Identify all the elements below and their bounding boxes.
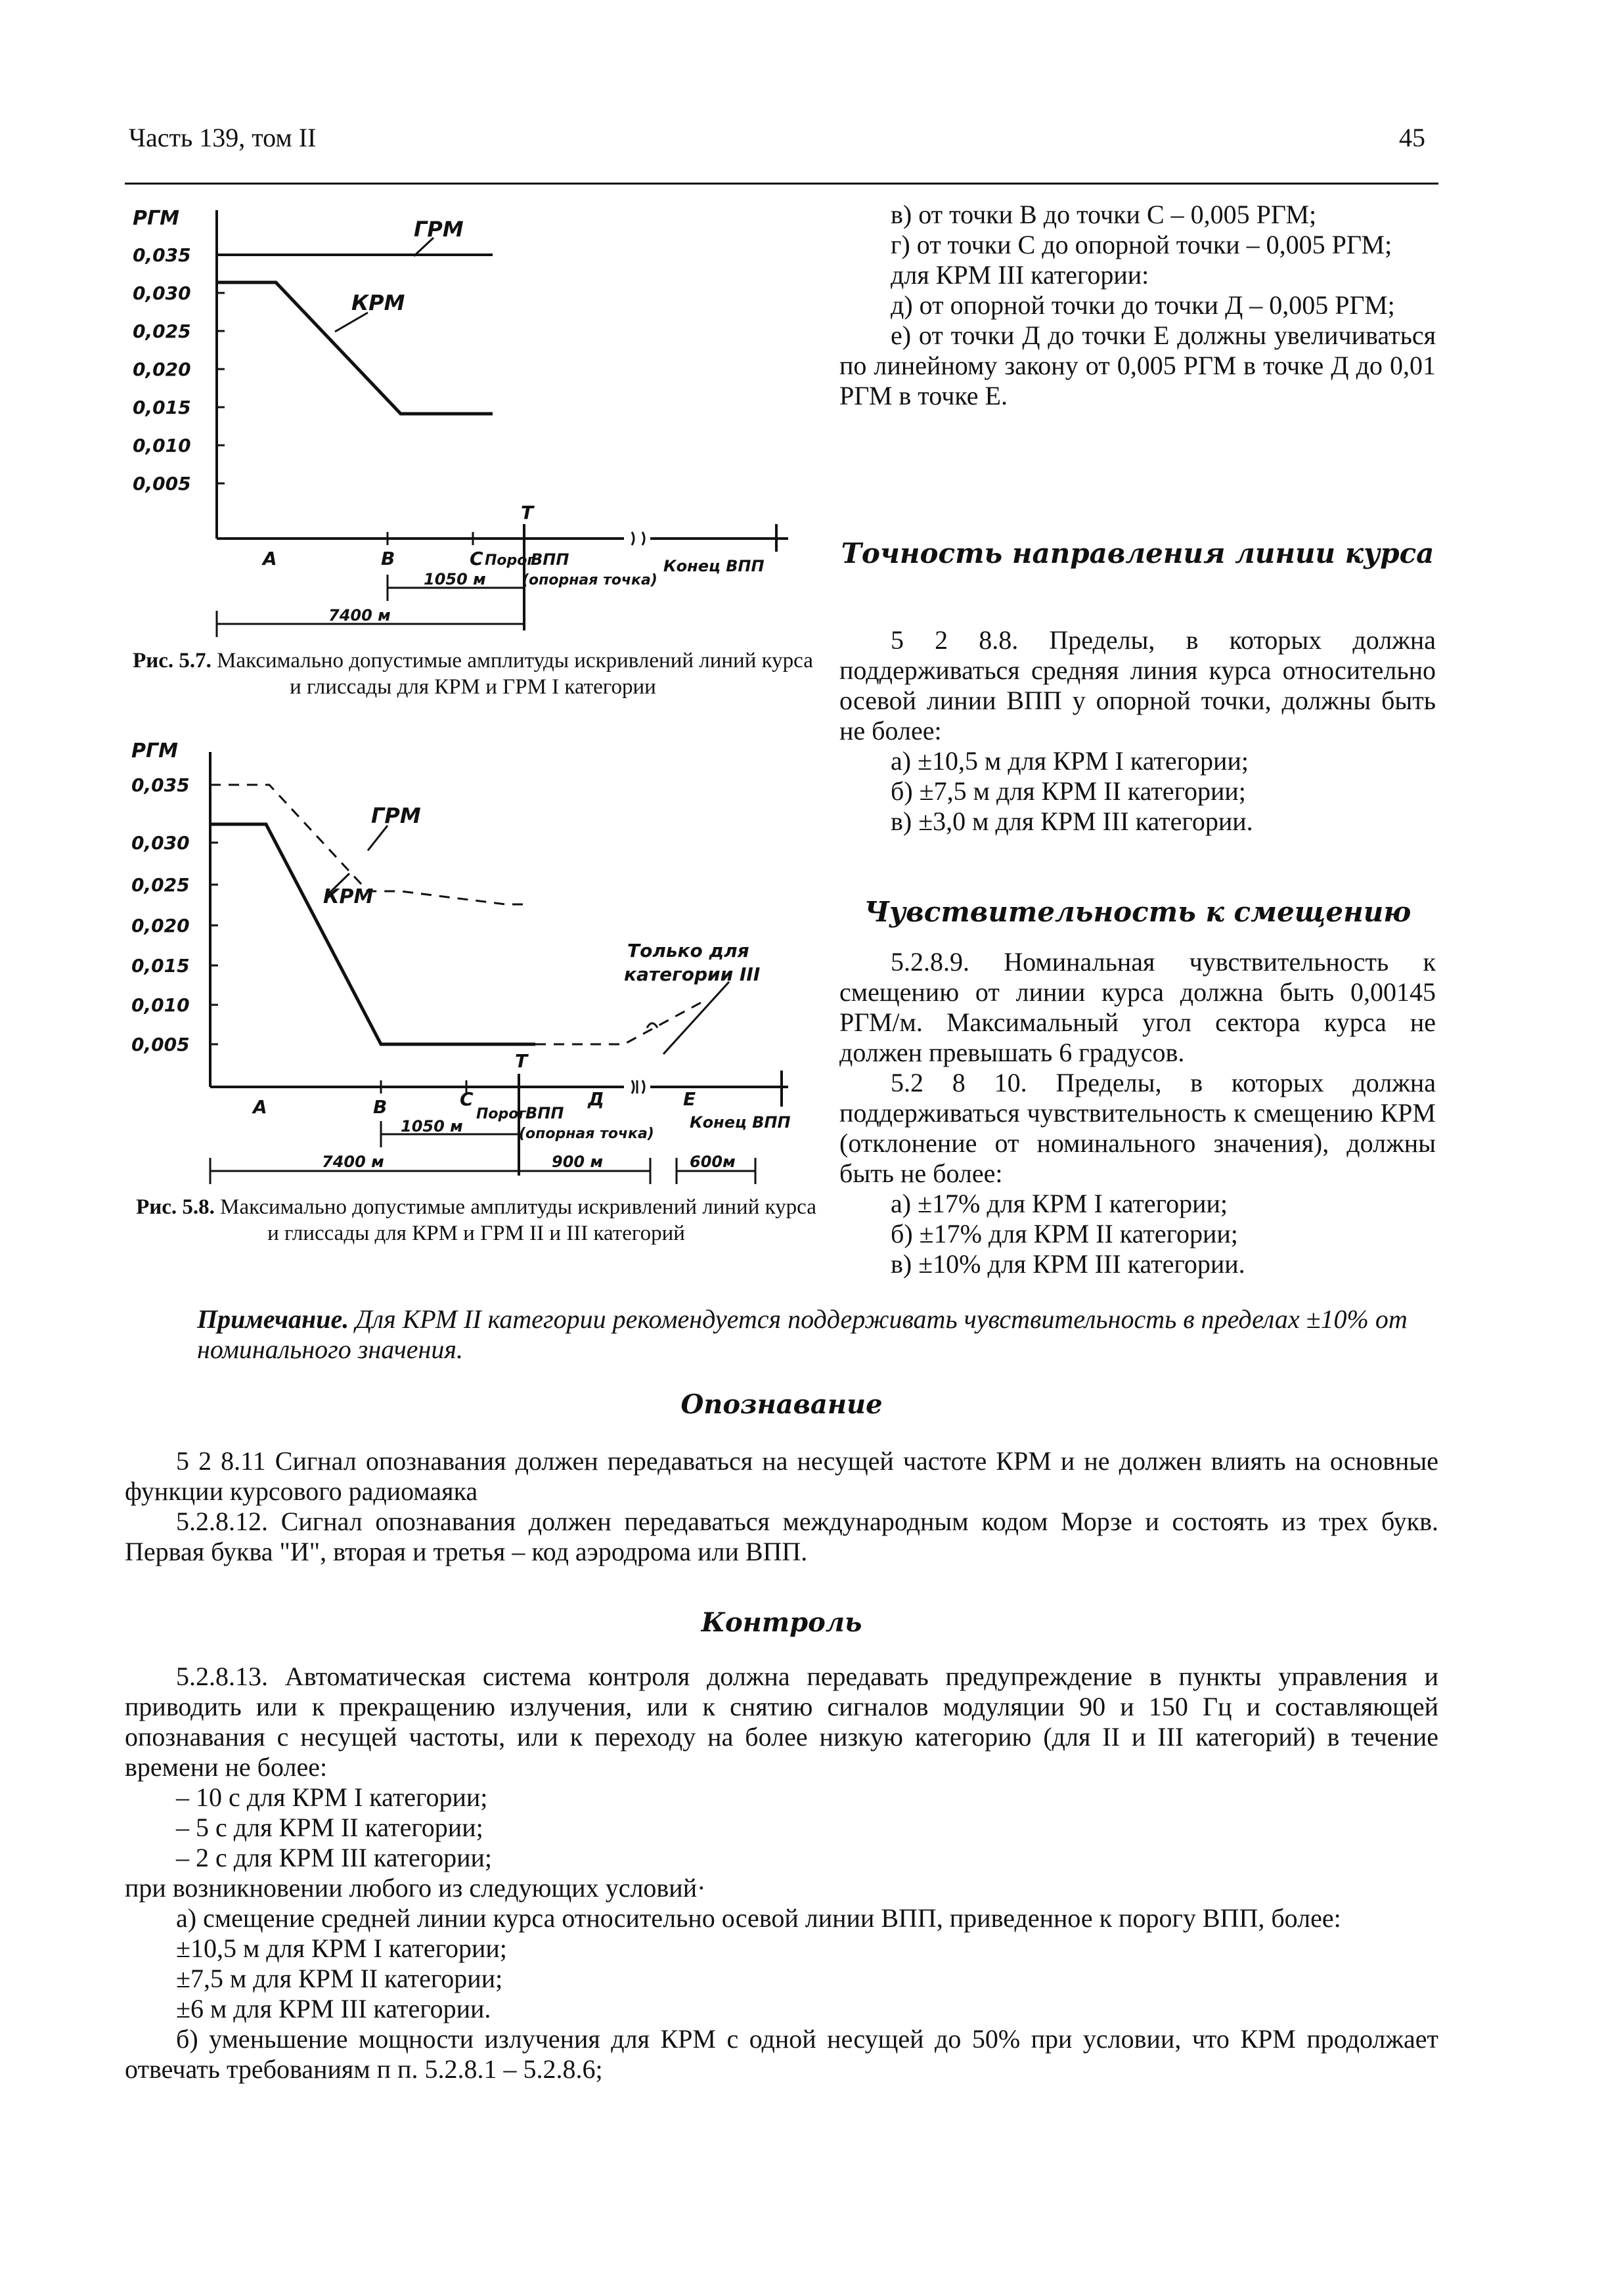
krm-cat3-break [647, 1023, 657, 1028]
note [197, 1304, 1438, 1365]
label-opor: (опорная точка) [519, 1126, 654, 1142]
item-e: е) от точки Д до точки Е должны увеличиваться по линейному закону от 0,005 РГМ в точке Д до 0,01 РГМ в точке Е. [839, 320, 1436, 410]
y-tick-label: 0,020 [133, 359, 191, 380]
y-tick-label: 0,010 [131, 994, 190, 1016]
para-5-2-8-9: 5.2.8.9. Номинальная чувствительность к смещению от линии курса должна быть 0,00145 РГМ/м. Максимальный угол сектора курса не должен превышать 6 градусов. [839, 947, 1436, 1067]
figure-5-8-chart [125, 739, 821, 1199]
para-5-2-8-10: 5.2 8 10. Пределы, в которых должна поддерживаться чувствительность к смещению КРМ (отклонение от номинального значения), должны быть не более: [839, 1068, 1436, 1188]
label-7400: 7400 м [322, 1153, 384, 1171]
para-5-2-8-13: 5.2.8.13. Автоматическая система контроля должна передавать предупреждение в пункты управления и приводить или к прекращению излучения, или к снятию сигналов модуляции 90 и 150 Гц и составляющей опознавания с несущей частоты, или к переходу на более низкую категорию (для II и III категорий) в течение времени не более: [125, 1662, 1439, 1782]
label-E: Е [683, 1088, 696, 1110]
para-5-2-8-8: 5 2 8.8. Пределы, в которых должна поддерживаться средняя линия курса относительно осевой линии ВПП у опорной точки, должны быть не более: [839, 625, 1436, 745]
item-b: б) ±17% для КРМ II категории; [891, 1219, 1238, 1248]
conditions-lead: при возникновении любого из следующих условий· [125, 1873, 706, 1903]
label-B: В [381, 548, 395, 569]
item-v: в) от точки В до точки С – 0,005 РГМ; [891, 200, 1317, 229]
figure-5-7-chart [125, 197, 814, 657]
item-v: в) ±10% для КРМ III категории. [891, 1249, 1245, 1279]
condition-b: б) уменьшение мощности излучения для КРМ с одной несущей до 50% при условии, что КРМ продолжает отвечать требованиям п п. 5.2.8.1 – 5.2.8.6; [125, 2024, 1438, 2084]
note-lead: Примечание. [197, 1304, 349, 1334]
figure-5-7-caption [131, 648, 814, 700]
y-tick-label: 0,030 [131, 832, 190, 854]
section-heading-monitoring: Контроль [701, 1607, 862, 1638]
y-tick-label: 0,025 [131, 874, 190, 896]
y-label: РГМ [133, 207, 179, 230]
label-konets: Конец ВПП [690, 1113, 791, 1132]
series-krm [210, 824, 535, 1044]
y-tick-label: 0,035 [133, 244, 191, 266]
page-number: 45 [1399, 123, 1425, 152]
label-porog: Порог [476, 1106, 526, 1122]
caption-label: Рис. 5.7. [133, 649, 211, 673]
label-cat3: категории III [624, 963, 761, 985]
y-tick-label: 0,015 [133, 397, 191, 418]
list-item: ±7,5 м для КРМ II категории; [176, 1964, 503, 1993]
label-7400: 7400 м [328, 606, 391, 625]
section-heading-sensitivity: Чувствительность к смещению [864, 896, 1411, 928]
list-item: – 10 с для КРМ I категории; [176, 1782, 488, 1812]
y-tick-label: 0,035 [131, 774, 190, 796]
list-item: ±10,5 м для КРМ I категории; [176, 1933, 507, 1963]
item-b: б) ±7,5 м для КРМ II категории; [891, 776, 1246, 806]
running-header: Часть 139, том II [129, 123, 317, 152]
cat3-leader [663, 982, 729, 1054]
krm-leader [335, 313, 368, 332]
y-tick-label: 0,005 [131, 1034, 190, 1055]
section-heading-identification: Опознавание [680, 1389, 883, 1420]
y-tick-label: 0,030 [133, 282, 191, 304]
label-konets: Конец ВПП [663, 557, 765, 575]
header-rule [125, 183, 1438, 185]
item-g: г) от точки С до опорной точки – 0,005 РГМ; [891, 230, 1392, 259]
y-tick-label: 0,015 [131, 955, 190, 977]
list-item: – 5 с для КРМ II категории; [176, 1813, 483, 1842]
label-vpp: ВПП [531, 550, 569, 569]
caption-text: Максимально допустимые амплитуды искривлений линий курса и глиссады для КРМ и ГРМ I категории [217, 649, 813, 699]
grm-leader [368, 826, 388, 850]
label-krm: КРМ [323, 885, 374, 908]
list-item: ±6 м для КРМ III категории. [176, 1994, 491, 2023]
label-A: А [253, 1096, 267, 1118]
label-T: Т [515, 1050, 528, 1072]
right-column-accuracy [839, 625, 1436, 837]
label-grm: ГРМ [371, 803, 421, 828]
item-a: а) ±10,5 м для КРМ I категории; [891, 746, 1249, 776]
label-porog: Порог [485, 552, 535, 569]
label-900: 900 м [552, 1153, 604, 1171]
label-C: С [460, 1088, 474, 1110]
axis-break [632, 532, 644, 545]
figure-5-8-caption [131, 1194, 821, 1247]
y-tick-label: 0,005 [133, 473, 191, 495]
label-C: С [470, 548, 483, 569]
label-600: 600м [690, 1153, 736, 1171]
y-label: РГМ [131, 740, 178, 762]
label-D: Д [588, 1088, 604, 1110]
note-text: Для КРМ II категории рекомендуется поддерживать чувствительность в пределах ±10% от номинального значения. [197, 1304, 1408, 1364]
label-T: Т [521, 502, 534, 523]
caption-label: Рис. 5.8. [136, 1195, 215, 1219]
y-tick-label: 0,025 [133, 320, 191, 342]
identification-body [125, 1446, 1438, 1567]
item-d: д) от опорной точки до точки Д – 0,005 РГМ; [891, 290, 1395, 320]
list-item: – 2 с для КРМ III категории; [176, 1843, 493, 1872]
label-vpp: ВПП [525, 1104, 564, 1122]
label-grm: ГРМ [414, 217, 464, 242]
y-tick-label: 0,020 [131, 915, 190, 937]
item-v: в) ±3,0 м для КРМ III категории. [891, 806, 1253, 836]
label-B: В [373, 1096, 388, 1118]
section-heading-course-accuracy: Точность направления линии курса [841, 537, 1434, 569]
right-column-sensitivity [839, 947, 1436, 1279]
item-a: а) ±17% для КРМ I категории; [891, 1189, 1228, 1218]
label-1050: 1050 м [424, 570, 486, 588]
condition-a: а) смещение средней линии курса относительно осевой линии ВПП, приведенное к порогу ВПП, более: [176, 1903, 1341, 1933]
right-column-top [839, 200, 1436, 411]
monitoring-body [125, 1662, 1438, 2085]
para-5-2-8-11: 5 2 8.11 Сигнал опознавания должен передаваться на несущей частоте КРМ и не должен влиять на основные функции курсового радиомаяка [125, 1446, 1438, 1506]
caption-text: Максимально допустимые амплитуды искривлений линий курса и глиссады для КРМ и ГРМ II и III категорий [220, 1195, 816, 1245]
label-only: Только для [627, 940, 749, 961]
label-1050: 1050 м [401, 1117, 463, 1136]
y-tick-label: 0,010 [133, 435, 191, 456]
label-krm: КРМ [351, 290, 405, 315]
category-3-lead: для КРМ III категории: [891, 260, 1149, 290]
label-A: А [263, 548, 277, 569]
label-opor: (опорная точка) [522, 572, 657, 588]
para-5-2-8-12: 5.2.8.12. Сигнал опознавания должен передаваться международным кодом Морзе и состоять из трех букв. Первая буква "И", вторая и третья – код аэродрома или ВПП. [125, 1507, 1438, 1566]
